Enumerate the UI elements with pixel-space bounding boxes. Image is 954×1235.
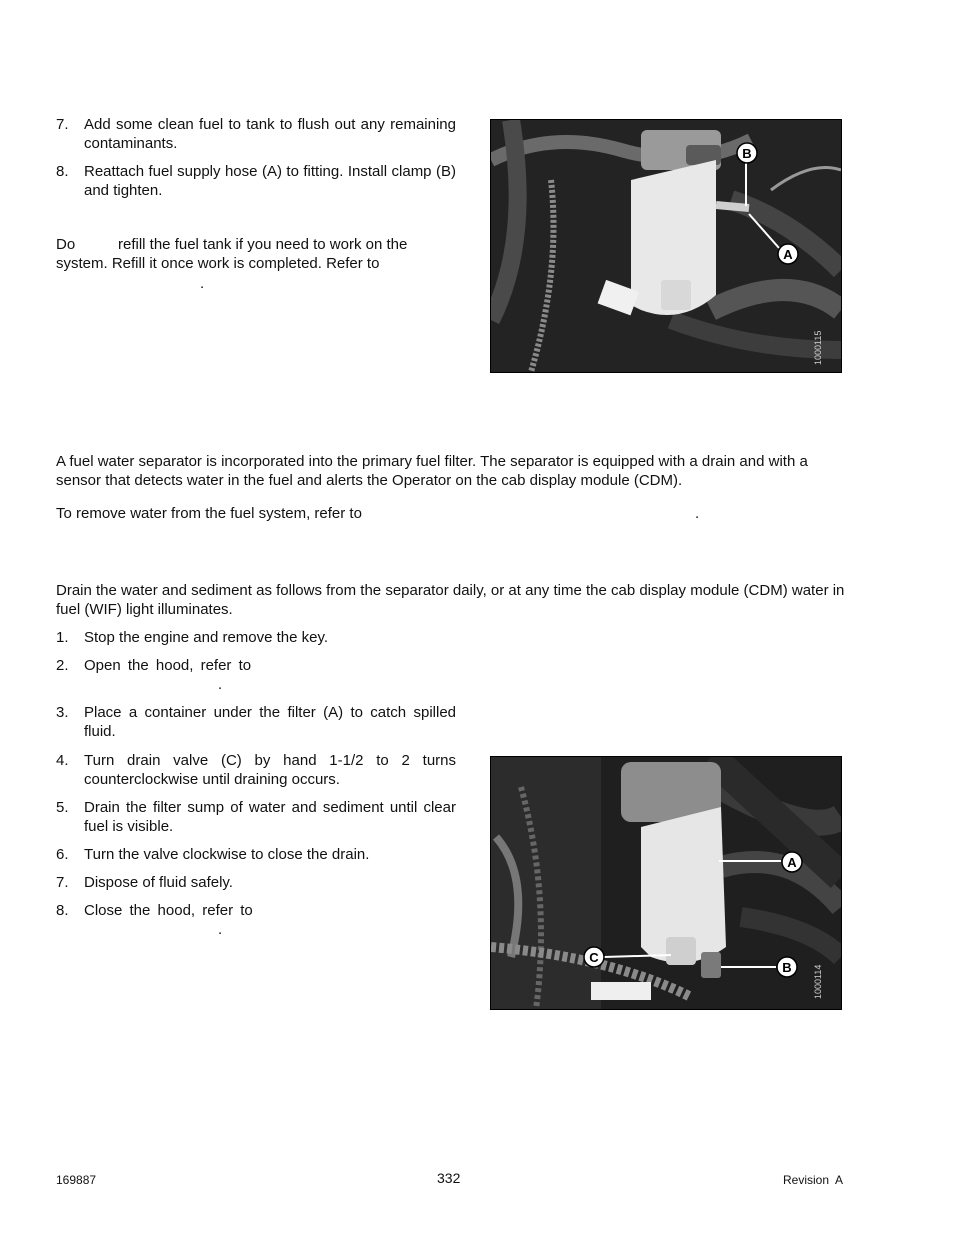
note-refill: refill the fuel tank if you need to work on the	[118, 236, 408, 253]
drain-step-3	[56, 703, 456, 743]
footer-doc-number: 169887	[56, 1173, 97, 1187]
footer-revision: Revision A	[783, 1173, 844, 1187]
step-number: 1.	[56, 629, 69, 646]
note-do: Do	[56, 236, 76, 253]
step-text: Stop the engine and remove the key.	[84, 629, 329, 646]
step-number: 2.	[56, 657, 69, 674]
step-text: Turn the valve clockwise to close the drain.	[84, 846, 370, 863]
step-number: 7.	[56, 874, 69, 891]
drain-step-4	[56, 751, 456, 791]
fuel-filter-photo-1	[490, 119, 842, 373]
note-line-3: .	[200, 275, 205, 292]
step-number: 4.	[56, 752, 69, 769]
step-add-fuel	[56, 115, 456, 155]
svg-text:B: B	[782, 960, 792, 975]
callout-b	[777, 957, 797, 977]
note-line-2: system. Refill it once work is completed. Refer to	[56, 255, 380, 272]
separator-refer-end: .	[695, 505, 700, 522]
step-tail: .	[218, 921, 223, 938]
callout-c	[584, 947, 604, 967]
step-number: 6.	[56, 846, 69, 863]
water-separator-illustration	[491, 757, 841, 1009]
step-text: Drain the filter sump of water and sediment until clear fuel is visible.	[84, 799, 456, 835]
step-text: Add some clean fuel to tank to flush out any remaining contaminants.	[84, 116, 456, 152]
callout-a	[778, 244, 798, 264]
step-reattach-hose	[56, 162, 456, 202]
drain-step-8	[56, 901, 456, 941]
drain-step-2	[56, 656, 456, 696]
separator-intro: A fuel water separator is incorporated into the primary fuel filter. The separator is equipped with a drain and with a sensor that detects water in the fuel and alerts the Operator on the cab display module (CDM).	[56, 453, 808, 489]
svg-text:B: B	[742, 146, 752, 161]
svg-text:A: A	[783, 247, 793, 262]
drain-step-6	[56, 845, 456, 865]
step-number: 3.	[56, 704, 69, 721]
svg-text:C: C	[589, 950, 599, 965]
drain-step-1	[56, 628, 456, 648]
step-text: Close the hood, refer to	[84, 902, 253, 919]
step-text: Turn drain valve (C) by hand 1-1/2 to 2 turns counterclockwise until draining occurs.	[84, 752, 456, 788]
figure-id: 1000114	[813, 964, 823, 999]
note-line-1	[56, 235, 456, 254]
step-tail: .	[218, 676, 223, 693]
drain-step-5	[56, 798, 456, 838]
svg-text:A: A	[787, 855, 797, 870]
figure-id: 1000115	[813, 330, 823, 365]
drain-step-7	[56, 873, 456, 893]
step-number: 8.	[56, 902, 69, 919]
footer-page-number: 332	[437, 1170, 461, 1186]
step-number: 8.	[56, 163, 69, 180]
step-text: Place a container under the filter (A) to catch spilled fluid.	[84, 704, 456, 740]
fuel-filter-illustration	[491, 120, 841, 372]
step-number: 5.	[56, 799, 69, 816]
callout-b	[737, 143, 757, 163]
fuel-filter-photo-2	[490, 756, 842, 1010]
separator-refer: To remove water from the fuel system, refer to	[56, 505, 362, 522]
step-text: Dispose of fluid safely.	[84, 874, 233, 891]
callout-a	[782, 852, 802, 872]
step-number: 7.	[56, 116, 69, 133]
step-text: Reattach fuel supply hose (A) to fitting. Install clamp (B) and tighten.	[84, 163, 456, 199]
drain-intro: Drain the water and sediment as follows from the separator daily, or at any time the cab display module (CDM) water in fuel (WIF) light illuminates.	[56, 582, 845, 618]
step-text: Open the hood, refer to	[84, 657, 252, 674]
